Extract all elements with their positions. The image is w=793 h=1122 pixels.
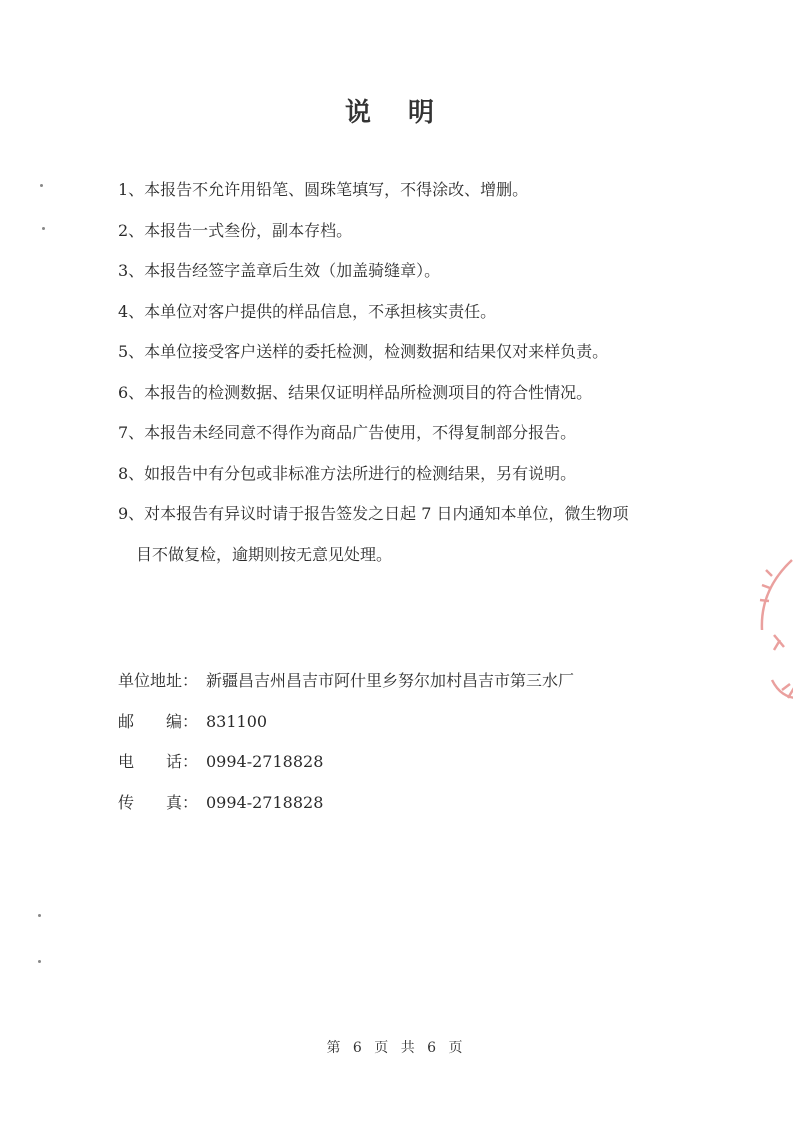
scan-dot (42, 227, 45, 230)
contact-block (118, 661, 738, 824)
fax-value: 0994-2718828 (206, 793, 324, 813)
postcode-label-a: 邮 (118, 711, 135, 731)
notice-item-5: 5、本单位接受客户送样的委托检测，检测数据和结果仅对来样负责。 (118, 342, 609, 361)
notice-item-3: 3、本报告经签字盖章后生效（加盖骑缝章）。 (118, 261, 441, 280)
phone-label-a: 电 (118, 752, 135, 772)
postcode-value: 831100 (206, 711, 268, 731)
seam-stamp (752, 540, 793, 720)
postcode-label (118, 702, 206, 743)
notice-item-7: 7、本报告未经同意不得作为商品广告使用，不得复制部分报告。 (118, 423, 577, 442)
phone-value: 0994-2718828 (206, 752, 324, 772)
notice-item-4: 4、本单位对客户提供的样品信息，不承担核实责任。 (118, 301, 497, 321)
address-label: 单位地址： (118, 671, 199, 690)
notice-list (118, 170, 738, 575)
notice-item-1: 1、本报告不允许用铅笔、圆珠笔填写，不得涂改、增删。 (118, 180, 529, 199)
scan-dot (38, 914, 41, 917)
postcode-label-b: 编： (165, 711, 198, 731)
notice-item-8: 8、如报告中有分包或非标准方法所进行的检测结果，另有说明。 (118, 463, 577, 483)
address-value: 新疆昌吉州昌吉市阿什里乡努尔加村昌吉市第三水厂 (206, 671, 575, 690)
notice-item-6: 6、本报告的检测数据、结果仅证明样品所检测项目的符合性情况。 (118, 382, 593, 402)
fax-label (118, 783, 206, 824)
fax-label-b: 真： (165, 793, 198, 813)
phone-row (118, 742, 738, 783)
notice-item-9: 9、对本报告有异议时请于报告签发之日起 7 日内通知本单位，微生物项 (118, 504, 629, 523)
page-footer: 第 6 页 共 6 页 (326, 1040, 467, 1056)
phone-label (118, 742, 206, 783)
scan-dot (40, 184, 43, 187)
notice-item-2: 2、本报告一式叁份，副本存档。 (118, 220, 353, 240)
address-row (118, 661, 738, 702)
phone-label-b: 话： (165, 752, 198, 772)
fax-row (118, 783, 738, 824)
scan-dot (38, 960, 41, 963)
fax-label-a: 传 (118, 793, 135, 813)
notice-item-9-continuation: 目不做复检，逾期则按无意见处理。 (136, 544, 393, 564)
document-title: 说 明 (344, 98, 449, 128)
postcode-row (118, 702, 738, 743)
